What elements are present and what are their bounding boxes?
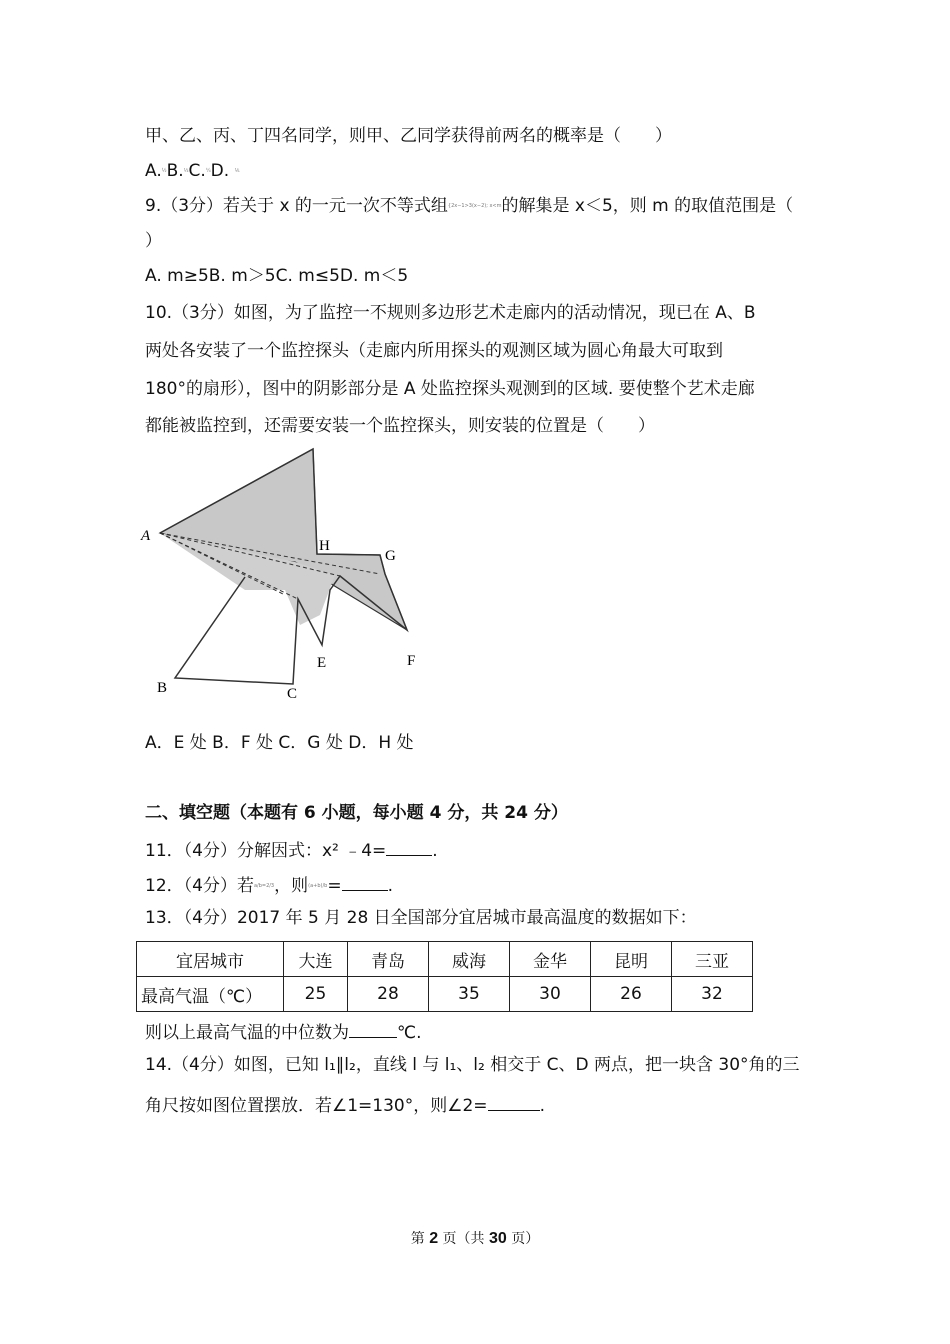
table-cell: 金华 (510, 942, 591, 977)
q9-suffix: 的解集是 x＜5，则 m 的取值范围是（ (501, 196, 794, 216)
q11-text: 11．（4分）分解因式：x² ﹣4= (145, 841, 387, 861)
q11 (145, 837, 438, 863)
table-cell: 最高气温（℃） (137, 977, 284, 1012)
q10-line1: 10.（3分）如图，为了监控一不规则多边形艺术走廊内的活动情况，现已在 A、B (145, 303, 756, 323)
q8-option-a-fraction: ½ (161, 168, 167, 174)
q9-options: A. m≥5B. m＞5C. m≤5D. m＜5 (145, 266, 409, 286)
point-label-c: C (287, 686, 298, 702)
gallery-figure (135, 440, 435, 710)
q12-answer-blank[interactable] (342, 872, 388, 891)
footer-post: 页） (511, 1231, 540, 1247)
footer-mid: 页（共 (442, 1231, 485, 1247)
q8-option-d: D. (210, 161, 230, 181)
point-label-e: E (317, 655, 327, 671)
table-header-row (137, 942, 753, 977)
q14-line2-text: 角尺按如图位置摆放．若∠1=130°，则∠2= (145, 1096, 488, 1116)
q13-unit: ℃. (397, 1023, 422, 1043)
footer-page-number: 2 (429, 1230, 439, 1247)
q10-line2: 两处各安装了一个监控探头（走廊内所用探头的观测区域为圆心角最大可取到 (145, 341, 723, 361)
q11-answer-blank[interactable] (386, 837, 432, 856)
point-label-h: H (319, 538, 330, 554)
q8-options (145, 159, 239, 183)
table-cell: 威海 (429, 942, 510, 977)
q8-option-b: B. (166, 161, 184, 181)
q8-option-c-fraction: ¼ (205, 168, 211, 174)
q13-text: 13．（4分）2017 年 5 月 28 日全国部分宜居城市最高温度的数据如下： (145, 908, 697, 928)
table-row (137, 977, 753, 1012)
q10-line3: 180°的扇形），图中的阴影部分是 A 处监控探头观测到的区域. 要使整个艺术走廊 (145, 379, 755, 399)
q10-options: A．E 处 B．F 处 C．G 处 D．H 处 (145, 733, 414, 753)
table-cell: 32 (672, 977, 753, 1012)
q12 (145, 872, 393, 898)
point-label-b: B (157, 680, 168, 696)
table-cell: 28 (348, 977, 429, 1012)
q12-end: . (387, 876, 393, 896)
q12-mid: ，则 (274, 876, 309, 896)
q9-line1 (145, 194, 793, 218)
table-cell: 大连 (284, 942, 348, 977)
table-cell: 昆明 (591, 942, 672, 977)
footer-pre: 第 (410, 1231, 425, 1247)
point-label-a: A (141, 528, 151, 544)
table-cell: 35 (429, 977, 510, 1012)
section-2-heading: 二、填空题（本题有 6 小题，每小题 4 分，共 24 分） (145, 803, 568, 823)
q13-after-text: 则以上最高气温的中位数为 (145, 1023, 349, 1043)
q12-expression: (a+b)/b (308, 883, 328, 889)
q13-answer-blank[interactable] (349, 1019, 397, 1038)
table-cell: 青岛 (348, 942, 429, 977)
point-label-f: F (407, 653, 416, 669)
q8-option-c: C. (188, 161, 206, 181)
q9-inequality-system: {2x−1>3(x−2); x<m (447, 203, 502, 209)
q12-given-fraction: a/b=2/3 (253, 883, 275, 889)
q9-close: ） (145, 231, 162, 251)
q11-end: . (432, 841, 438, 861)
q14-line1: 14.（4分）如图，已知 l₁∥l₂，直线 l 与 l₁、l₂ 相交于 C、D 两点，把一块含 30°角的三 (145, 1055, 800, 1075)
footer-total-pages: 30 (489, 1230, 507, 1247)
table-cell: 30 (510, 977, 591, 1012)
table-cell: 25 (284, 977, 348, 1012)
table-cell: 26 (591, 977, 672, 1012)
q10-line4: 都能被监控到，还需要安装一个监控探头，则安装的位置是（ ） (145, 416, 655, 436)
q13-after (145, 1019, 422, 1045)
q14-end: . (539, 1096, 545, 1116)
point-label-g: G (385, 548, 396, 564)
q8-option-b-fraction: ⅓ (183, 168, 189, 174)
temperature-table (136, 941, 753, 1012)
page-footer (0, 1228, 950, 1248)
q14-answer-blank[interactable] (488, 1092, 540, 1111)
q14-line2 (145, 1092, 545, 1118)
q8-option-d-fraction: ⅙ (234, 168, 240, 174)
q9-prefix: 9.（3分）若关于 x 的一元一次不等式组 (145, 196, 448, 216)
q12-prefix: 12．（4分）若 (145, 876, 254, 896)
q8-tail: 甲、乙、丙、丁四名同学，则甲、乙同学获得前两名的概率是（ ） (145, 126, 672, 146)
table-cell: 宜居城市 (137, 942, 284, 977)
q12-eq: = (327, 876, 342, 896)
q8-option-a: A. (145, 161, 162, 181)
table-cell: 三亚 (672, 942, 753, 977)
